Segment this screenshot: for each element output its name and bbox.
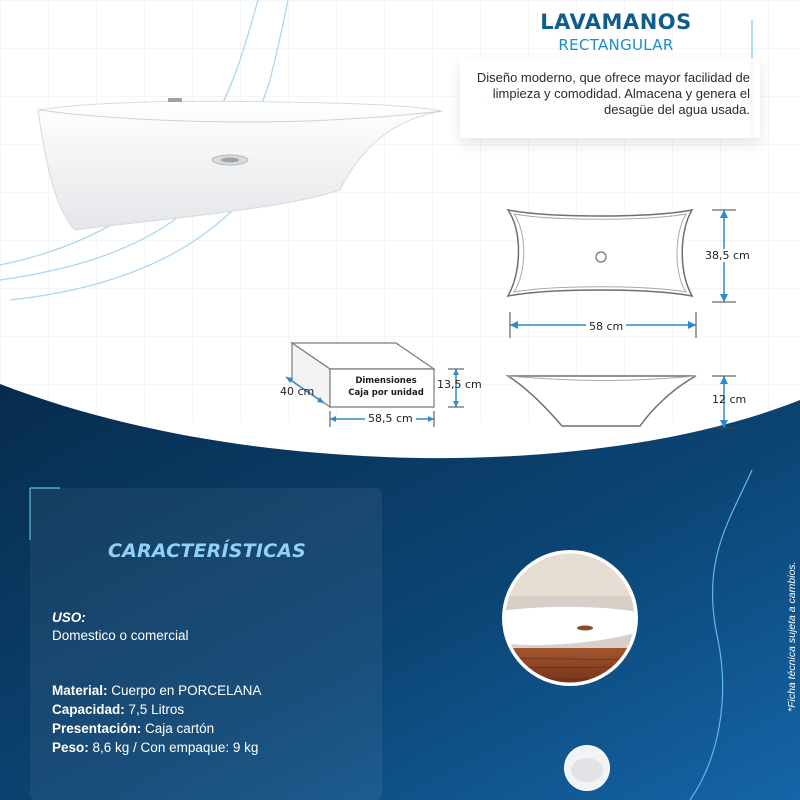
spec-label: Peso:	[52, 740, 89, 755]
uso-label: USO:	[52, 610, 86, 625]
height-dimension-label: 38,5 cm	[705, 249, 750, 262]
spec-value: Caja cartón	[145, 721, 215, 736]
spec-label: Capacidad:	[52, 702, 125, 717]
product-description: Diseño moderno, que ofrece mayor facilidad de limpieza y comodidad. Almacena y genera el desagüe del agua usada.	[476, 70, 750, 117]
width-dimension-label: 58 cm	[586, 320, 626, 333]
box-width-label: 58,5 cm	[365, 412, 416, 425]
features-title: CARACTERÍSTICAS	[108, 540, 307, 562]
box-label-line1: Dimensiones	[355, 376, 417, 386]
side-note-container	[772, 520, 798, 720]
product-subtitle: RECTANGULAR	[558, 36, 674, 54]
depth-dimension-label: 12 cm	[712, 393, 747, 406]
uso-value: Domestico o comercial	[52, 628, 189, 643]
box-height-label: 13,5 cm	[437, 378, 482, 391]
spec-value: 7,5 Litros	[128, 702, 185, 717]
spec-value: 8,6 kg / Con empaque: 9 kg	[92, 740, 259, 755]
product-title: LAVAMANOS	[540, 10, 692, 34]
side-note: *Ficha técnica sujeta a cambios.	[786, 561, 798, 712]
spec-label: Material:	[52, 683, 108, 698]
box-depth-label: 40 cm	[280, 385, 315, 398]
spec-value: Cuerpo en PORCELANA	[111, 683, 262, 698]
spec-label: Presentación:	[52, 721, 142, 736]
box-label-line2: Caja por unidad	[348, 388, 424, 398]
